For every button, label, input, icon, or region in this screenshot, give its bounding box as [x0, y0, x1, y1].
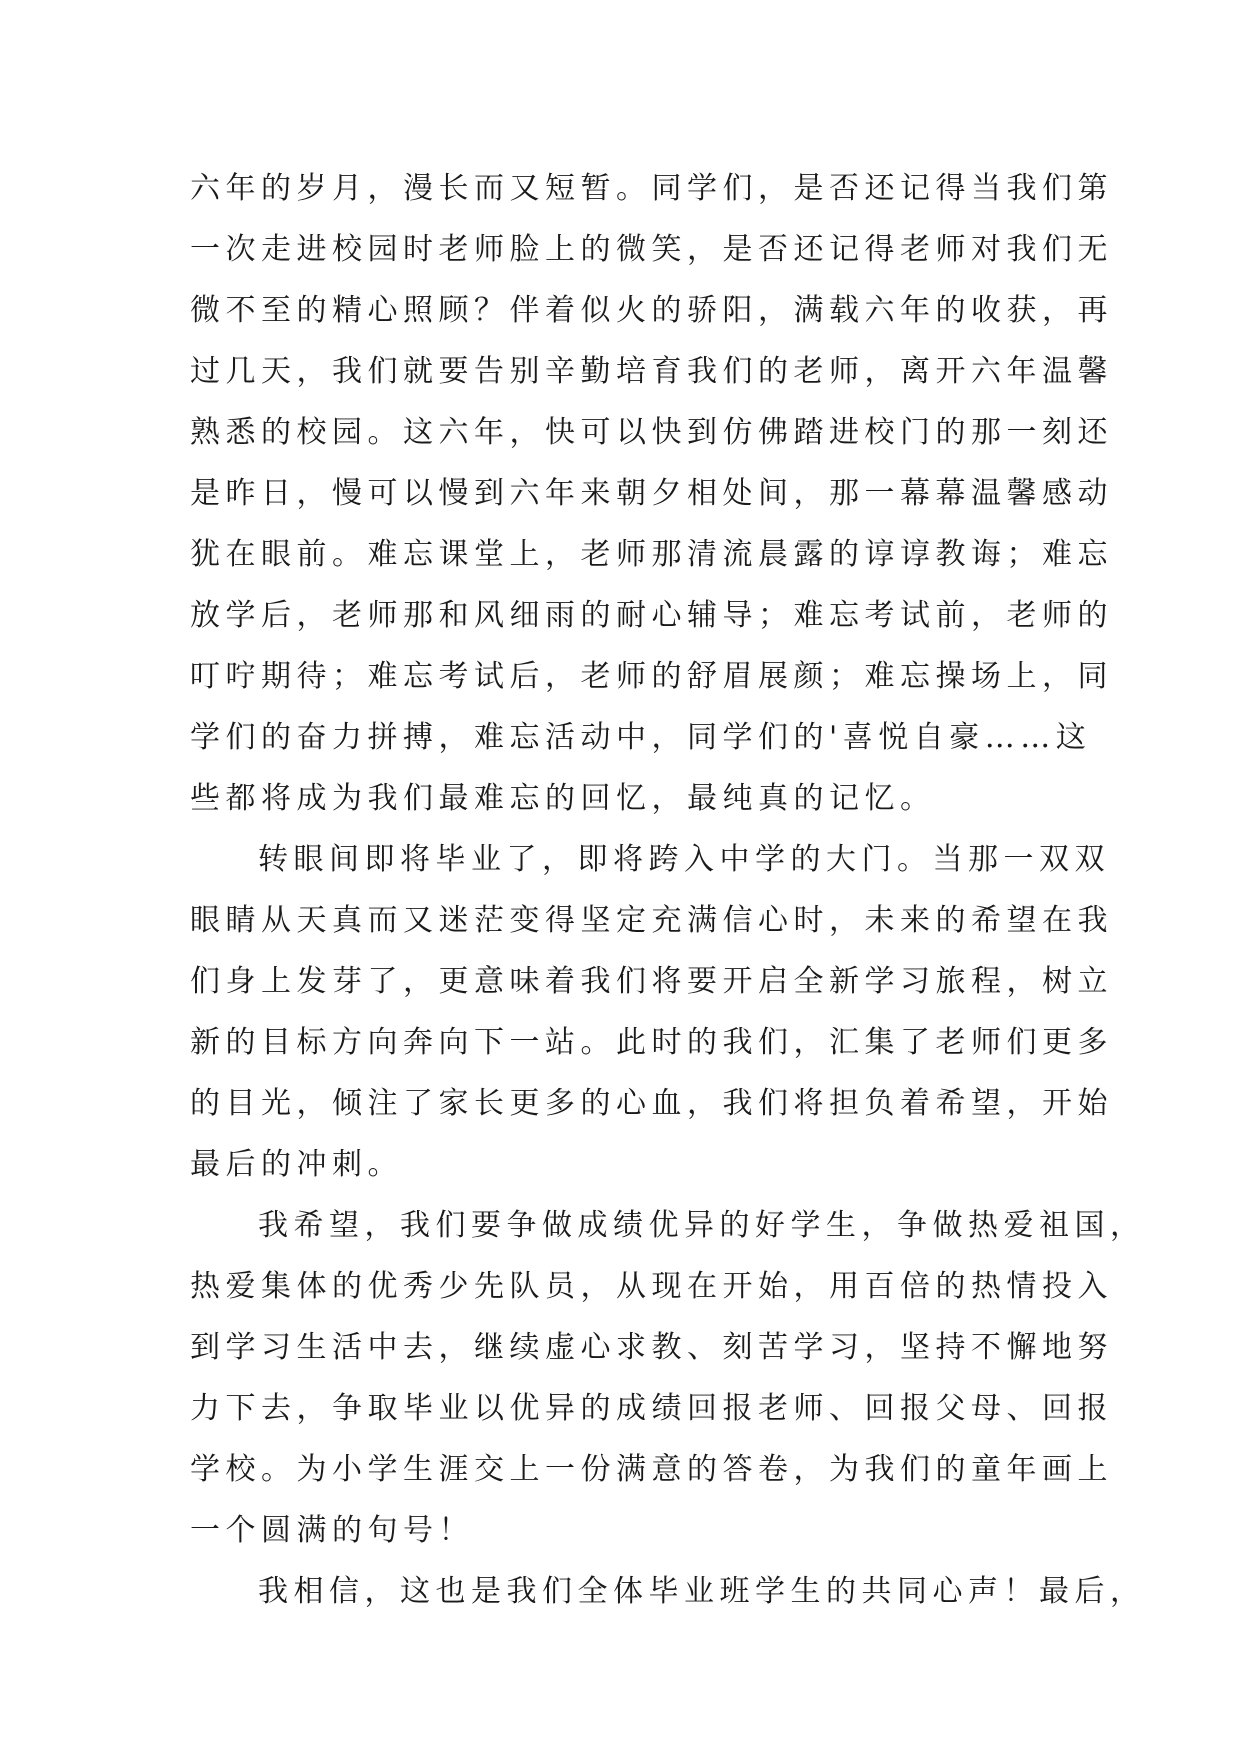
text-line: 些都将成为我们最难忘的回忆，最纯真的记忆。 — [190, 781, 936, 816]
text-line: 微不至的精心照顾？伴着似火的骄阳，满载六年的收获，再 — [190, 293, 1113, 328]
document-body — [190, 158, 1146, 1622]
text-line: 一次走进校园时老师脸上的微笑，是否还记得老师对我们无 — [190, 232, 1113, 267]
text-line: 新的目标方向奔向下一站。此时的我们，汇集了老师们更多 — [190, 1025, 1113, 1060]
text-line: 力下去，争取毕业以优异的成绩回报老师、回报父母、回报 — [190, 1391, 1113, 1426]
text-line: 眼睛从天真而又迷茫变得坚定充满信心时，未来的希望在我 — [190, 903, 1113, 938]
text-line: 是昨日，慢可以慢到六年来朝夕相处间，那一幕幕温馨感动 — [190, 476, 1113, 511]
paragraph-4 — [190, 1561, 1146, 1622]
text-line: 们身上发芽了，更意味着我们将要开启全新学习旅程，树立 — [190, 964, 1113, 999]
text-line: 我希望，我们要争做成绩优异的好学生，争做热爱祖国， — [258, 1208, 1146, 1243]
text-line: 最后的冲刺。 — [190, 1147, 403, 1182]
text-line: 熟悉的校园。这六年，快可以快到仿佛踏进校门的那一刻还 — [190, 415, 1113, 450]
text-line: 到学习生活中去，继续虚心求教、刻苦学习，坚持不懈地努 — [190, 1330, 1113, 1365]
paragraph-1 — [190, 158, 1113, 829]
text-line: 学校。为小学生涯交上一份满意的答卷，为我们的童年画上 — [190, 1452, 1113, 1487]
paragraph-2 — [190, 829, 1113, 1195]
text-line: 的目光，倾注了家长更多的心血，我们将担负着希望，开始 — [190, 1086, 1113, 1121]
text-line: 六年的岁月，漫长而又短暂。同学们，是否还记得当我们第 — [190, 171, 1113, 206]
text-line: 学们的奋力拼搏，难忘活动中，同学们的'喜悦自豪……这 — [190, 720, 1092, 755]
text-line: 转眼间即将毕业了，即将跨入中学的大门。当那一双双 — [258, 842, 1110, 877]
text-line: 过几天，我们就要告别辛勤培育我们的老师，离开六年温馨 — [190, 354, 1113, 389]
text-line: 犹在眼前。难忘课堂上，老师那清流晨露的谆谆教诲；难忘 — [190, 537, 1113, 572]
text-line: 一个圆满的句号！ — [190, 1513, 474, 1548]
text-line: 叮咛期待；难忘考试后，老师的舒眉展颜；难忘操场上，同 — [190, 659, 1113, 694]
text-line: 我相信，这也是我们全体毕业班学生的共同心声！最后， — [258, 1574, 1146, 1609]
text-line: 热爱集体的优秀少先队员，从现在开始，用百倍的热情投入 — [190, 1269, 1113, 1304]
paragraph-3 — [190, 1195, 1146, 1561]
text-line: 放学后，老师那和风细雨的耐心辅导；难忘考试前，老师的 — [190, 598, 1113, 633]
